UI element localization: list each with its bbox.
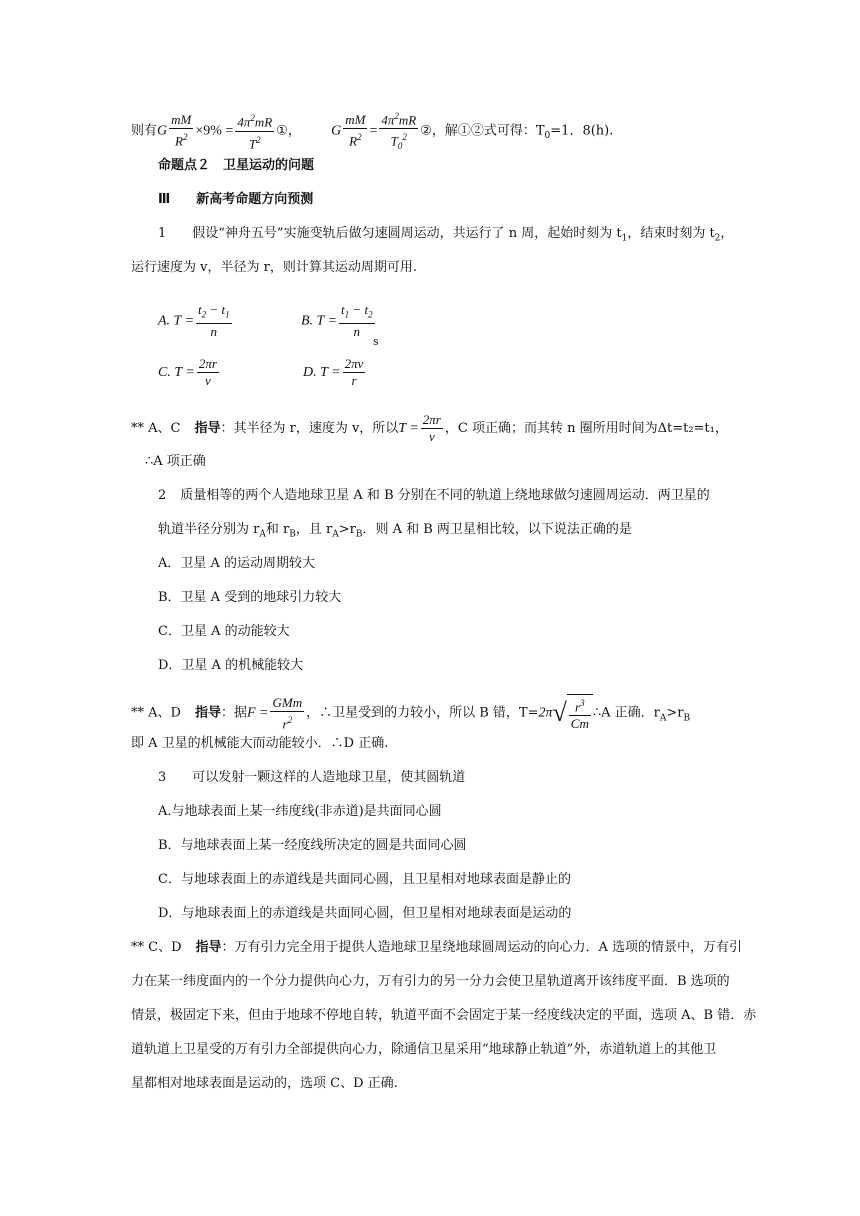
q3-answer-line2: 力在某一纬度面内的一个分力提供向心力，万有引力的另一分力会使卫星轨道离开该纬度平面．B 选项的	[131, 974, 730, 989]
q2-text1: 质量相等的两个人造地球卫星 A 和 B 分别在不同的轨道上绕地球做匀速圆周运动．两卫星的	[180, 488, 710, 503]
formula1-rhs-t: T	[248, 135, 257, 151]
q2-option-a: A．卫星 A 的运动周期较大	[158, 556, 316, 571]
q2-answer-text4: >r	[666, 705, 684, 721]
q1-answer	[131, 412, 728, 445]
q1-option-a-t2: t	[198, 302, 202, 317]
formula1-den: $R^2$	[175, 132, 188, 149]
q1-option-a-t1: − t	[206, 302, 226, 317]
q1-option-c-den: v	[204, 373, 211, 388]
q2-answer-text1: ：据	[220, 705, 247, 721]
mark-1: ①，	[276, 123, 301, 139]
q1-stray-mark: s	[373, 335, 379, 348]
q2-answer-text3: ∴A 正确．r	[592, 705, 660, 721]
formula1-rhs-frac	[235, 110, 274, 152]
formula1-den-r: R	[175, 133, 183, 149]
q1-option-c	[158, 356, 221, 389]
q3-answer-line3: 情景，极固定下来，但由于地球不停地自转，轨道平面不会固定于某一经度线决定的平面，选项 A、B 错．赤	[131, 1008, 757, 1023]
q1-option-b	[301, 302, 377, 340]
q1-option-b-num: $t_1 - t_2$	[339, 302, 375, 324]
q1-option-a-num: $t_2 - t_1$	[196, 302, 232, 324]
q3-option-b: B．与地球表面上某一经度线所决定的圆是共面同心圆	[158, 838, 467, 853]
q2-text2c: ，且 r	[295, 522, 333, 537]
q2-option-d: D．卫星 A 的机械能较大	[158, 658, 304, 673]
q1-option-b-den: n	[353, 323, 361, 339]
result-tail: =1．8(h).	[550, 123, 614, 139]
heading-prediction: Ⅲ 新高考命题方向预测	[158, 192, 314, 207]
q2-answer-f: F =	[246, 705, 269, 721]
q1-number: 1	[158, 226, 167, 241]
q2-line1	[158, 486, 710, 506]
heading-topic-2: 命题点２ 卫星运动的问题	[158, 158, 315, 173]
q3-line1	[158, 768, 465, 788]
formula2-eq: =	[369, 123, 378, 139]
q1-option-a-label: A. T =	[158, 313, 195, 329]
q3-option-d: D．与地球表面上的赤道线是共面同心圆，但卫星相对地球表面是运动的	[158, 906, 572, 921]
q2-text2: 轨道半径分别为 r	[158, 522, 260, 537]
q1-option-d-label: D. T =	[303, 365, 341, 380]
formula2-den: $R^2$	[349, 132, 362, 149]
q1-answer-text1: ：其半径为 r，速度为 v，所以	[220, 421, 399, 436]
q2-answer-den-r: r	[282, 715, 288, 731]
q1-option-c-num: 2πr	[198, 356, 217, 371]
q1-answer-num: 2πr	[422, 412, 441, 427]
q1-option-d-den: r	[351, 373, 357, 388]
formula2-num: mM	[345, 112, 366, 128]
formula2-rhs-mr: mR	[398, 112, 417, 128]
sqrt-sign: √	[552, 698, 567, 728]
formula2-frac	[343, 112, 367, 149]
formula1-frac	[169, 112, 193, 149]
q2-answer-2pi: 2π	[538, 705, 553, 721]
formula2-rhs-frac	[379, 108, 418, 154]
q1-text1c: ，	[720, 226, 734, 241]
q1-text1b: ，结束时刻为 t	[627, 226, 715, 241]
q1-option-b-t1: t	[341, 302, 345, 317]
q1-answer-frac	[421, 412, 443, 445]
q1-option-a	[158, 302, 234, 340]
q3-answer-text1: ：万有引力完全用于提供人造地球卫星绕地球圆周运动的向心力．A 选项的情景中，万有引	[221, 940, 743, 955]
formula2-rhs-t: T	[390, 133, 398, 149]
q1-option-d-frac	[343, 356, 366, 389]
q2-sqrt-den: Cm	[570, 716, 589, 732]
q2-answer-text2: ，∴卫星受到的力较小，所以 B 错，T=	[306, 705, 539, 721]
formula1-rhs-4pi: 4π	[237, 114, 251, 130]
q1-guide-label: 指导	[194, 421, 221, 436]
q1-option-d-num: 2πv	[344, 356, 364, 371]
q3-option-a: A.与地球表面上某一纬度线(非赤道)是共面同心圆	[158, 804, 442, 819]
q2-option-c: C．卫星 A 的动能较大	[158, 624, 290, 639]
q1-text1: 假设“神舟五号”实施变轨后做匀速圆周运动，共运行了 n 周，起始时刻为 t	[192, 226, 622, 241]
formula2-rhs-4pi: 4π	[381, 112, 395, 128]
q1-answer-t: T =	[398, 421, 419, 436]
top-formula-line: 则有G $\frac{mM}{R^2}$ ×9% = $\frac{4\pi^2mR}{T^2}$ ①， G $\frac{mM}{R^2}$ = $\frac{4\pi^2mR}{T_0^2}$ ②，解①②式可得：$T_0=1$．8(h).	[131, 108, 613, 154]
q2-text2b: 和 r	[265, 522, 290, 537]
formula1-rhs-mr: mR	[254, 114, 273, 130]
formula1-num: mM	[171, 112, 192, 128]
q3-answer-line5: 星都相对地球表面是运动的，选项 C、D 正确.	[131, 1076, 398, 1091]
q2-text2d: >r	[338, 522, 356, 537]
gravity-const-2: G	[331, 123, 342, 139]
q1-answer-text2: ，C 项正确；而其转 n 圈所用时间为Δt=t₂=t₁，	[444, 421, 728, 436]
q2-number: 2	[158, 488, 167, 503]
q2-answer-line2: 即 A 卫星的机械能大而动能较小．∴D 正确.	[131, 736, 389, 751]
formula2-rhs-den: $T_0^2$	[390, 132, 407, 152]
mark-2: ②，解①②式可得：T	[420, 123, 545, 139]
gravity-const-1: G	[157, 123, 168, 139]
q1-line1: 1 假设“神舟五号”实施变轨后做匀速圆周运动，共运行了 n 周，起始时刻为 $t_1$，结束时刻为 $t_2$，	[158, 226, 734, 244]
q2-sqrt-num: $r^3$	[569, 695, 591, 716]
q1-answer-den: v	[428, 429, 435, 444]
q1-option-d	[303, 356, 367, 389]
q1-option-b-label: B. T =	[301, 313, 338, 329]
q2-answer-prefix: ** A、D	[131, 705, 181, 721]
q3-guide-label: 指导	[195, 940, 222, 955]
q2-text2e: ．则 A 和 B 两卫星相比较，以下说法正确的是	[362, 522, 632, 537]
formula-prefix: 则有	[131, 123, 158, 139]
q1-option-a-den: n	[210, 323, 218, 339]
q1-option-c-frac	[197, 356, 219, 389]
formula1-rhs-num: $4\pi^2mR$	[235, 110, 274, 131]
q2-sqrt-num-r: r	[575, 699, 581, 715]
q2-line2: 轨道半径分别为 $r_A$和 $r_B$，且 $r_A>r_B$．则 A 和 B 两卫星相比较，以下说法正确的是	[158, 522, 632, 540]
q3-option-c: C．与地球表面上的赤道线是共面同心圆，且卫星相对地球表面是静止的	[158, 872, 571, 887]
q2-answer-frac	[270, 695, 304, 732]
q1-answer-line2: ∴A 项正确	[145, 454, 206, 469]
q2-answer-num: GMm	[272, 694, 303, 710]
q3-answer-line1	[131, 938, 742, 958]
q2-sqrt-content	[567, 694, 593, 732]
formula1-mult: ×9% =	[195, 123, 234, 139]
q2-sqrt-frac	[569, 695, 591, 732]
q3-answer-prefix: ** C、D	[131, 940, 182, 955]
q2-answer-den: $r^2$	[282, 714, 293, 731]
q3-text1: 可以发射一颗这样的人造地球卫星，使其圆轨道	[192, 770, 466, 785]
q1-option-b-frac	[339, 302, 375, 340]
q2-guide-label: 指导	[194, 705, 221, 721]
q3-number: 3	[158, 770, 167, 785]
q3-answer-line4: 道轨道上卫星受的万有引力全部提供向心力，除通信卫星采用“地球静止轨道”外，赤道轨道上的其他卫	[131, 1042, 717, 1057]
q1-answer-prefix: ** A、C	[131, 421, 181, 436]
q1-option-a-frac	[196, 302, 232, 340]
formula2-den-r: R	[349, 133, 358, 149]
q2-answer: ** A、D 指导：据F = $\frac{\text{GMm}}{r^2}$ ，∴卫星受到的力较小，所以 B 错，T=2π√ $\frac{r^3}{Cm}$ ∴A 正确．$r_A>r_B$	[131, 694, 691, 732]
q1-option-b-t2: − t	[349, 302, 369, 317]
q1-line2: 运行速度为 v，半径为 r，则计算其运动周期可用.	[131, 260, 417, 275]
q2-sqrt	[553, 694, 593, 732]
formula1-rhs-den: $T^2$	[248, 134, 261, 151]
formula2-rhs-num: $4\pi^2mR$	[379, 108, 418, 129]
q2-option-b: B．卫星 A 受到的地球引力较大	[158, 590, 342, 605]
q1-option-c-label: C. T =	[158, 365, 195, 380]
